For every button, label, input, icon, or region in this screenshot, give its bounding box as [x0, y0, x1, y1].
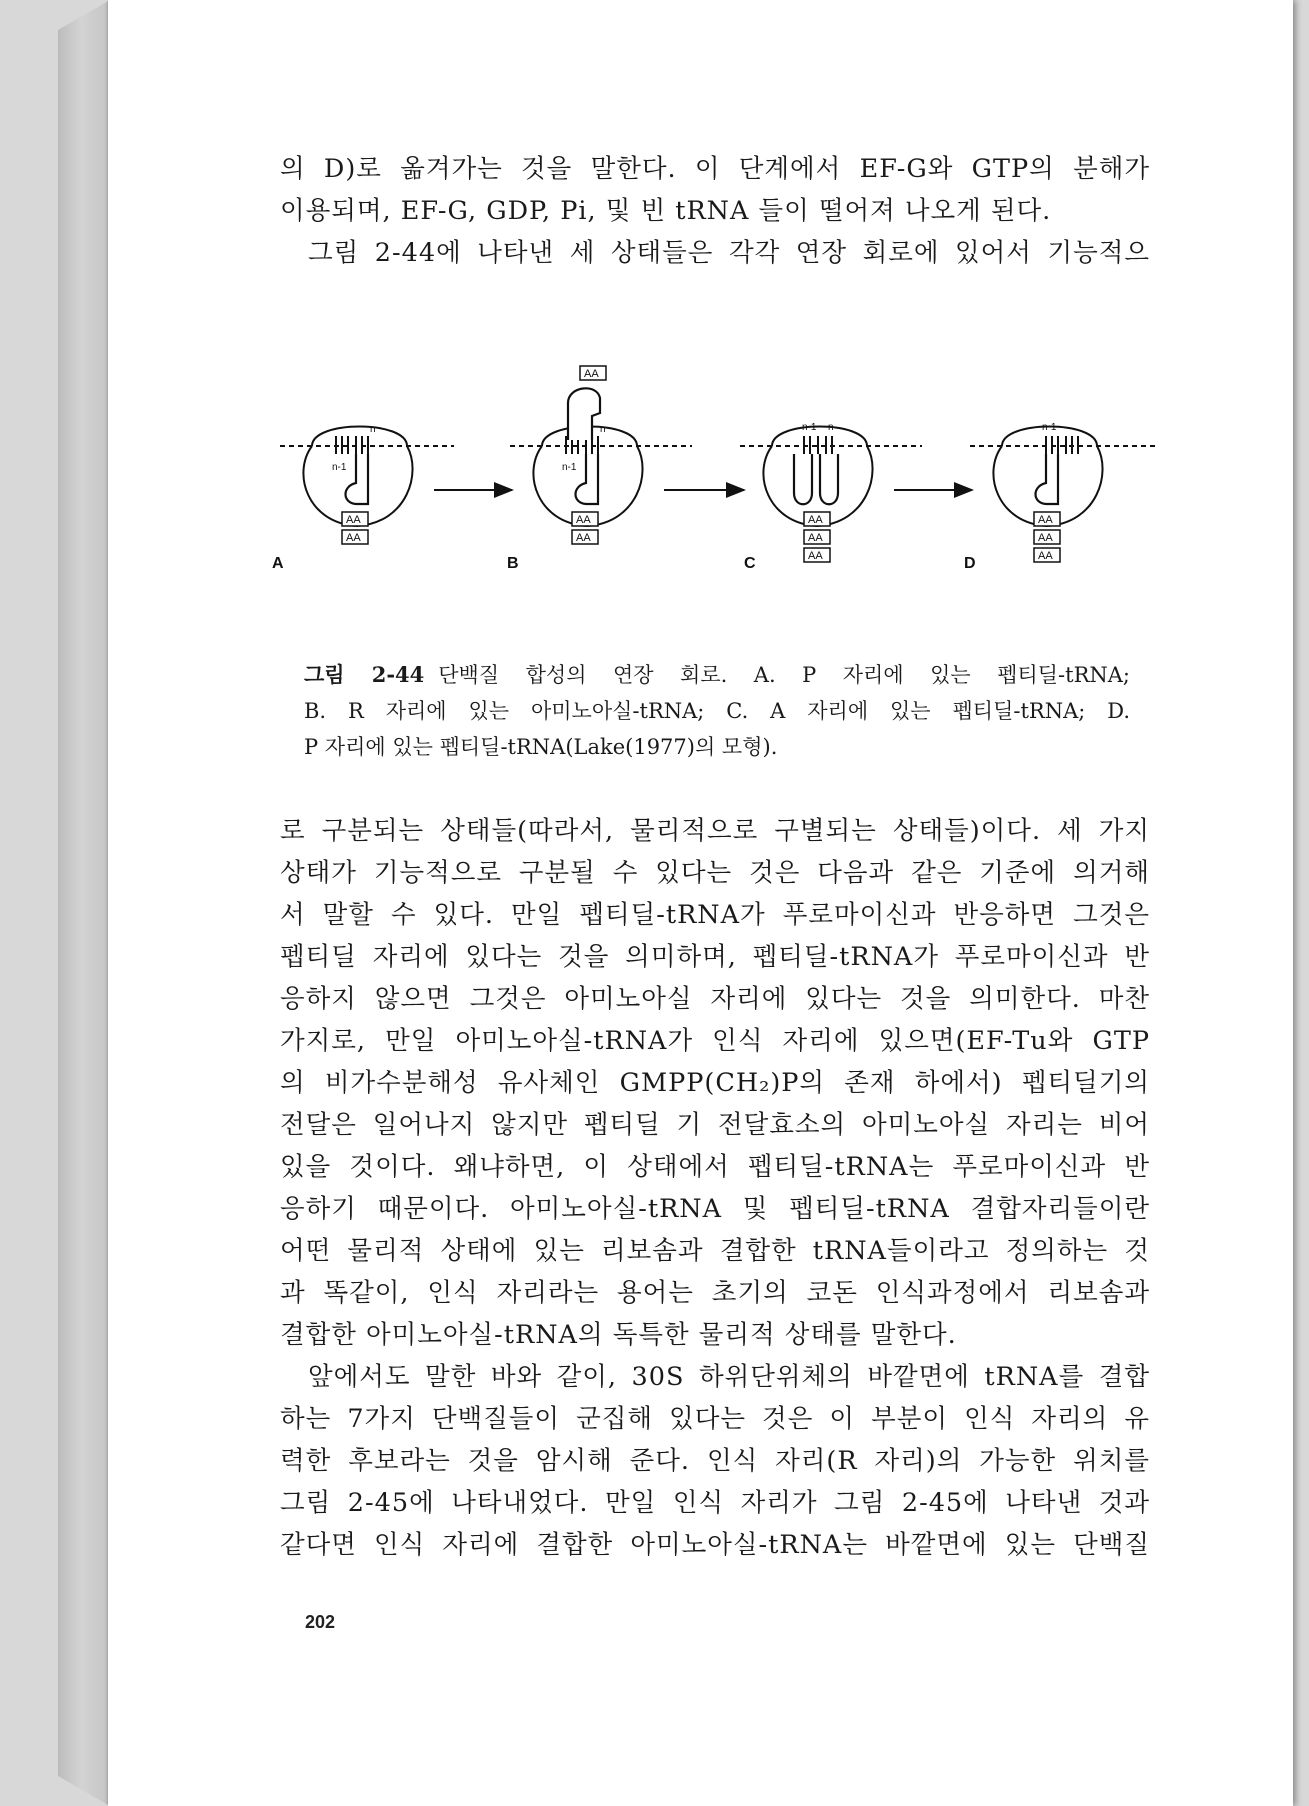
aa-box: AA — [808, 532, 823, 544]
caption-line — [304, 657, 1130, 693]
text-line: 력한 후보라는 것을 암시해 준다. 인식 자리(R 자리)의 가능한 위치를 — [280, 1446, 1150, 1476]
top-paragraph — [280, 148, 1150, 274]
text-line: 펩티딜 자리에 있다는 것을 의미하며, 펩티딜-tRNA가 푸로마이신과 반 — [280, 942, 1150, 972]
text-line: 응하기 때문이다. 아미노아실-tRNA 및 펩티딜-tRNA 결합자리들이란 — [280, 1194, 1150, 1224]
site-label-n: n — [600, 424, 606, 435]
panel-b-ribosome — [507, 366, 692, 572]
text-line: 과 똑같이, 인식 자리라는 용어는 초기의 코돈 인식과정에서 리보솜과 — [280, 1278, 1150, 1308]
text-line: 서 말할 수 있다. 만일 펩티딜-tRNA가 푸로마이신과 반응하면 그것은 — [280, 900, 1150, 930]
elongation-cycle-diagram — [272, 358, 1162, 578]
text-line: 그림 2-44에 나타낸 세 상태들은 각각 연장 회로에 있어서 기능적으 — [308, 238, 1150, 268]
figure-2-44 — [272, 358, 1162, 578]
site-label-n-minus-1: n-1 — [1042, 422, 1057, 433]
aa-box: AA — [808, 514, 823, 526]
text-line: 의 D)로 옮겨가는 것을 말한다. 이 단계에서 EF-G와 GTP의 분해가 — [280, 154, 1150, 184]
panel-c-ribosome — [740, 422, 922, 572]
aa-box: AA — [1038, 532, 1053, 544]
site-label-n: n — [828, 422, 834, 433]
panel-label-a: A — [272, 555, 284, 572]
book-edge — [58, 0, 110, 1806]
aa-box: AA — [346, 514, 361, 526]
panel-d-ribosome — [964, 422, 1157, 572]
figure-caption — [304, 657, 1130, 765]
text-line: 의 비가수분해성 유사체인 GMPP(CH₂)P의 존재 하에서) 펩티딜기의 — [280, 1068, 1150, 1098]
aa-box: AA — [1038, 514, 1053, 526]
text-line: 전달은 일어나지 않지만 펩티딜 기 전달효소의 아미노아실 자리는 비어 — [280, 1110, 1150, 1140]
caption-text: 단백질 합성의 연장 회로. A. P 자리에 있는 펩티딜-tRNA; — [438, 663, 1130, 687]
aa-box: AA — [1038, 550, 1053, 562]
caption-line: B. R 자리에 있는 아미노아실-tRNA; C. A 자리에 있는 펩티딜-tRNA; D. — [304, 699, 1130, 723]
text-line: 앞에서도 말한 바와 같이, 30S 하위단위체의 바깥면에 tRNA를 결합 — [308, 1362, 1150, 1392]
site-label-n-minus-1: n-1 — [562, 462, 577, 473]
text-line: 가지로, 만일 아미노아실-tRNA가 인식 자리에 있으면(EF-Tu와 GTP — [280, 1026, 1150, 1056]
text-line: 같다면 인식 자리에 결합한 아미노아실-tRNA는 바깥면에 있는 단백질 — [280, 1530, 1150, 1560]
site-label-n-minus-1: n-1 — [802, 422, 817, 433]
panel-label-b: B — [507, 555, 519, 572]
text-line: 이용되며, EF-G, GDP, Pi, 및 빈 tRNA 들이 떨어져 나오게 된다. — [280, 196, 1052, 226]
main-paragraph — [280, 810, 1150, 1566]
caption-title: 그림 2-44 — [304, 662, 425, 687]
text-line: 하는 7가지 단백질들이 군집해 있다는 것은 이 부분이 인식 자리의 유 — [280, 1404, 1150, 1434]
site-label-n-minus-1: n-1 — [332, 462, 347, 473]
aa-box: AA — [576, 532, 591, 544]
site-label-n: n — [370, 424, 376, 435]
text-line: 있을 것이다. 왜냐하면, 이 상태에서 펩티딜-tRNA는 푸로마이신과 반 — [280, 1152, 1150, 1182]
panel-a-ribosome — [272, 424, 454, 572]
aa-box: AA — [346, 532, 361, 544]
caption-line: P 자리에 있는 펩티딜-tRNA(Lake(1977)의 모형). — [304, 735, 778, 759]
aa-box: AA — [584, 368, 599, 380]
text-line: 그림 2-45에 나타내었다. 만일 인식 자리가 그림 2-45에 나타낸 것과 — [280, 1488, 1150, 1518]
text-line: 어떤 물리적 상태에 있는 리보솜과 결합한 tRNA들이라고 정의하는 것 — [280, 1236, 1150, 1266]
text-line: 결합한 아미노아실-tRNA의 독특한 물리적 상태를 말한다. — [280, 1320, 957, 1350]
page-number: 202 — [305, 1612, 336, 1632]
text-line: 로 구분되는 상태들(따라서, 물리적으로 구별되는 상태들)이다. 세 가지 — [280, 816, 1150, 846]
aa-box: AA — [808, 550, 823, 562]
text-line: 응하지 않으면 그것은 아미노아실 자리에 있다는 것을 의미한다. 마찬 — [280, 984, 1150, 1014]
aa-box: AA — [576, 514, 591, 526]
panel-label-c: C — [744, 555, 756, 572]
panel-label-d: D — [964, 555, 976, 572]
text-line: 상태가 기능적으로 구분될 수 있다는 것은 다음과 같은 기준에 의거해 — [280, 858, 1150, 888]
